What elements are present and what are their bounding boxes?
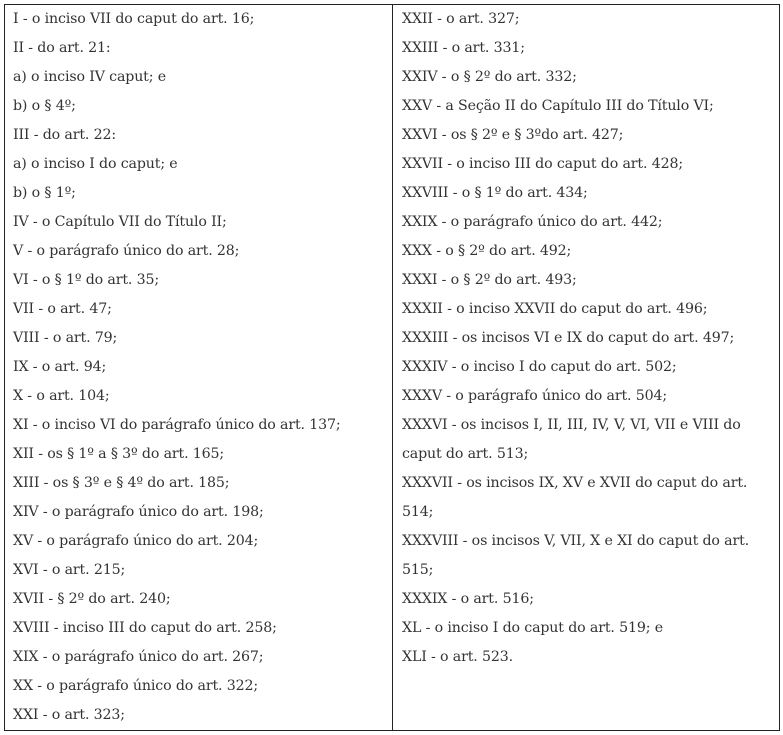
list-item: IX - o art. 94; (13, 359, 107, 375)
list-item: XV - o parágrafo único do art. 204; (13, 533, 259, 549)
list-item: XXXII - o inciso XXVII do caput do art. 496; (402, 301, 708, 317)
list-item: VII - o art. 47; (13, 301, 112, 317)
list-item: XXIV - o § 2º do art. 332; (402, 69, 577, 85)
list-item: XX - o parágrafo único do art. 322; (13, 678, 258, 694)
list-item: XXIII - o art. 331; (402, 40, 525, 56)
list-item: XXVI - os § 2º e § 3ºdo art. 427; (402, 127, 624, 143)
list-item: XXXVII - os incisos IX, XV e XVII do caput do art. 514; (402, 475, 748, 520)
list-item: XXXIV - o inciso I do caput do art. 502; (402, 359, 677, 375)
list-item: XXXVI - os incisos I, II, III, IV, V, VI, VII e VIII do caput do art. 513; (402, 417, 741, 462)
list-item: XXXV - o parágrafo único do art. 504; (402, 388, 668, 404)
list-item: XXXVIII - os incisos V, VII, X e XI do caput do art. 515; (402, 533, 750, 578)
list-item: a) o inciso IV caput; e (13, 69, 166, 85)
list-item: VIII - o art. 79; (13, 330, 118, 346)
list-item: XIV - o parágrafo único do art. 198; (13, 504, 264, 520)
list-item: XXIX - o parágrafo único do art. 442; (402, 214, 663, 230)
list-item: XLI - o art. 523. (402, 649, 513, 665)
list-item: XVIII - inciso III do caput do art. 258; (13, 620, 277, 636)
list-item: III - do art. 22: (13, 127, 117, 143)
list-item: XXI - o art. 323; (13, 707, 125, 723)
list-item: II - do art. 21: (13, 40, 111, 56)
list-item: a) o inciso I do caput; e (13, 156, 178, 172)
left-column (5, 5, 393, 730)
list-item: XIII - os § 3º e § 4º do art. 185; (13, 475, 230, 491)
list-item: IV - o Capítulo VII do Título II; (13, 214, 227, 230)
list-item: XII - os § 1º a § 3º do art. 165; (13, 446, 225, 462)
list-item: X - o art. 104; (13, 388, 110, 404)
list-item: XXXIX - o art. 516; (402, 591, 534, 607)
list-item: XXV - a Seção II do Capítulo III do Título VI; (402, 98, 714, 114)
list-item: XL - o inciso I do caput do art. 519; e (402, 620, 663, 636)
list-item: VI - o § 1º do art. 35; (13, 272, 160, 288)
list-item: b) o § 4º; (13, 98, 76, 114)
revocation-list-table (4, 4, 780, 731)
list-item: I - o inciso VII do caput do art. 16; (13, 11, 255, 27)
right-column (393, 5, 779, 730)
list-item: XIX - o parágrafo único do art. 267; (13, 649, 264, 665)
list-item: XXII - o art. 327; (402, 11, 520, 27)
list-item: XXVIII - o § 1º do art. 434; (402, 185, 588, 201)
list-item: b) o § 1º; (13, 185, 76, 201)
list-item: XVI - o art. 215; (13, 562, 126, 578)
list-item: XXXIII - os incisos VI e IX do caput do art. 497; (402, 330, 735, 346)
list-item: XXX - o § 2º do art. 492; (402, 243, 572, 259)
list-item: XXVII - o inciso III do caput do art. 428; (402, 156, 683, 172)
list-item: XI - o inciso VI do parágrafo único do art. 137; (13, 417, 341, 433)
list-item: XXXI - o § 2º do art. 493; (402, 272, 577, 288)
list-item: XVII - § 2º do art. 240; (13, 591, 171, 607)
list-item: V - o parágrafo único do art. 28; (13, 243, 240, 259)
